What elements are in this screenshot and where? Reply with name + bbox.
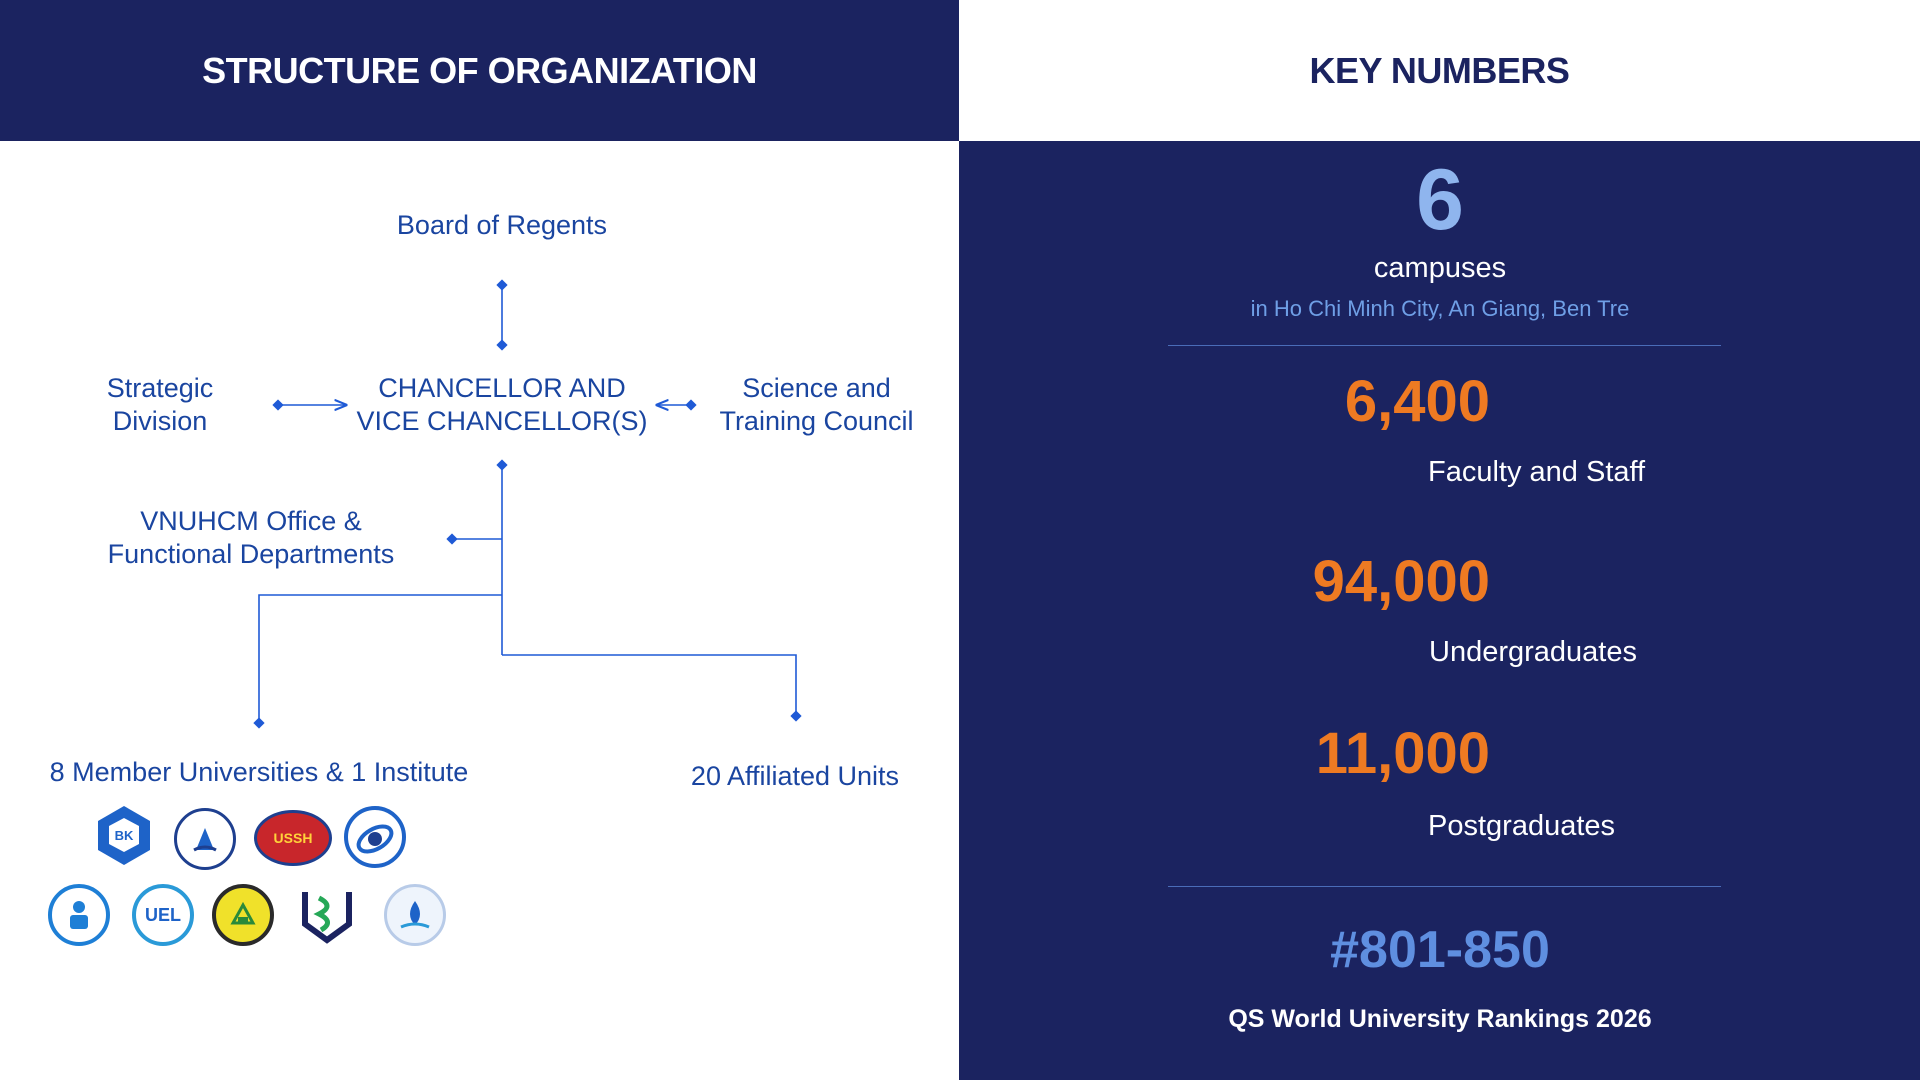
an-giang-university-logo: [212, 884, 274, 946]
faculty-value: 6,400: [1344, 369, 1490, 434]
svg-text:BK: BK: [114, 828, 134, 843]
divider-top: [1168, 345, 1721, 346]
members-connector: [259, 595, 502, 723]
member-universities: 8 Member Universities & 1 Institute: [49, 757, 469, 787]
structure-title: STRUCTURE OF ORGANIZATION: [202, 49, 757, 91]
international-university-logo: [48, 884, 110, 946]
chancellor-line1: CHANCELLOR AND: [378, 373, 626, 403]
bk-logo: [93, 804, 155, 866]
undergrad-label: Undergraduates: [1429, 636, 1637, 668]
science-line2: Training Council: [719, 406, 914, 436]
undergrad-value: 94,000: [1312, 549, 1490, 614]
science-line1: Science and: [742, 373, 891, 403]
office-line1: VNUHCM Office &: [140, 506, 362, 536]
postgrad-value: 11,000: [1315, 721, 1490, 786]
strategic-line2: Division: [112, 406, 208, 436]
campuses-value: 6: [1416, 152, 1464, 248]
vnuhcm-office: [80, 505, 422, 571]
health-sciences-logo: [296, 884, 358, 946]
affiliated-connector: [502, 655, 796, 716]
board-of-regents: Board of Regents: [396, 210, 608, 240]
environment-institute-logo: [384, 884, 446, 946]
chancellor-box: [332, 372, 672, 438]
it-university-logo: [344, 806, 406, 868]
key-numbers-title: KEY NUMBERS: [1309, 49, 1570, 91]
science-council: [700, 372, 933, 438]
campuses-label: campuses: [1373, 252, 1507, 284]
uel-logo: UEL: [132, 884, 194, 946]
divider-bottom: [1168, 886, 1721, 887]
postgrad-label: Postgraduates: [1428, 810, 1616, 842]
campuses-subtitle: in Ho Chi Minh City, An Giang, Ben Tre: [1250, 296, 1630, 321]
chancellor-line2: VICE CHANCELLOR(S): [356, 406, 648, 436]
strategic-division: [70, 372, 250, 438]
qs-rank-value: #801-850: [1330, 921, 1550, 979]
affiliated-units: 20 Affiliated Units: [690, 761, 900, 791]
ussh-logo: USSH: [254, 810, 332, 866]
qs-rank-label: QS World University Rankings 2026: [1228, 1005, 1652, 1033]
key-numbers-header: [959, 0, 1920, 141]
science-university-logo: [174, 808, 236, 870]
faculty-label: Faculty and Staff: [1428, 456, 1646, 488]
office-line2: Functional Departments: [107, 539, 395, 569]
strategic-line1: Strategic: [106, 373, 214, 403]
